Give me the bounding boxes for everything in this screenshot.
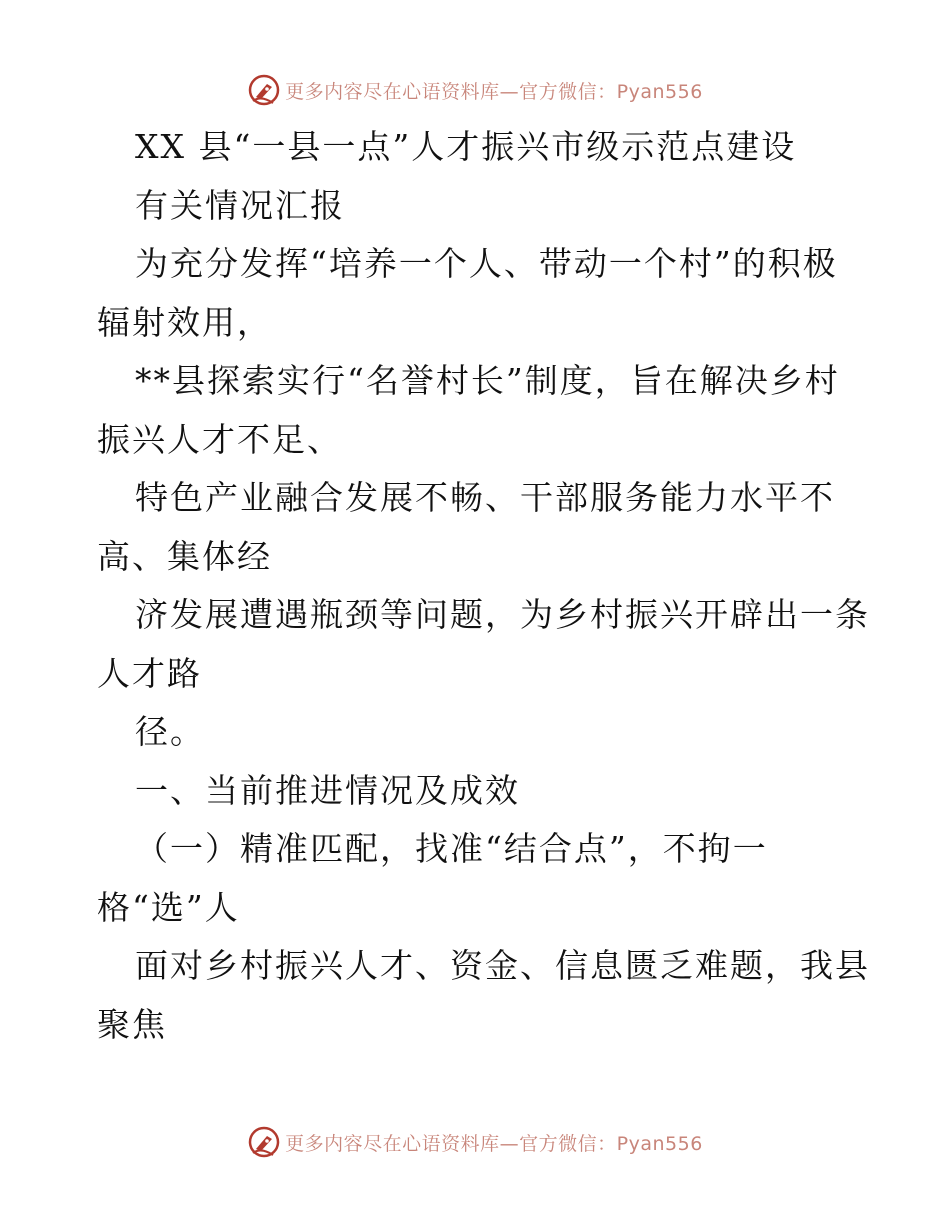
footer-banner-text: 更多内容尽在心语资料库—官方微信：Pyan556 xyxy=(285,1132,703,1155)
doc-line: 人才路 xyxy=(97,653,202,693)
doc-line: 高、集体经 xyxy=(97,536,272,576)
doc-line: 径。 xyxy=(135,712,205,751)
pen-nib-circle-icon xyxy=(247,73,281,107)
doc-line: 聚焦 xyxy=(97,1004,167,1044)
doc-line: 有关情况汇报 xyxy=(135,185,345,225)
doc-line: 济发展遭遇瓶颈等问题，为乡村振兴开辟出一条 xyxy=(135,595,870,634)
header-banner-text: 更多内容尽在心语资料库—官方微信：Pyan556 xyxy=(285,80,703,103)
doc-line: **县探索实行“名誉村长”制度，旨在解决乡村 xyxy=(135,361,840,400)
footer-banner xyxy=(0,1122,950,1162)
subsection-heading: （一）精准匹配，找准“结合点”，不拘一 xyxy=(135,829,768,868)
doc-line: 振兴人才不足、 xyxy=(97,419,342,459)
doc-line: 特色产业融合发展不畅、干部服务能力水平不 xyxy=(135,478,835,517)
subsection-heading-continued: 格“选”人 xyxy=(97,887,240,927)
section-heading: 一、当前推进情况及成效 xyxy=(135,770,520,810)
pen-nib-circle-icon xyxy=(247,1125,281,1159)
doc-line: 面对乡村振兴人才、资金、信息匮乏难题，我县 xyxy=(135,946,870,985)
doc-line: 为充分发挥“培养一个人、带动一个村”的积极 xyxy=(135,244,838,283)
doc-line: 辐射效用， xyxy=(97,302,272,342)
header-banner xyxy=(0,70,950,110)
document-body xyxy=(97,118,870,1054)
doc-line: XX 县“一县一点”人才振兴市级示范点建设 xyxy=(135,127,797,166)
